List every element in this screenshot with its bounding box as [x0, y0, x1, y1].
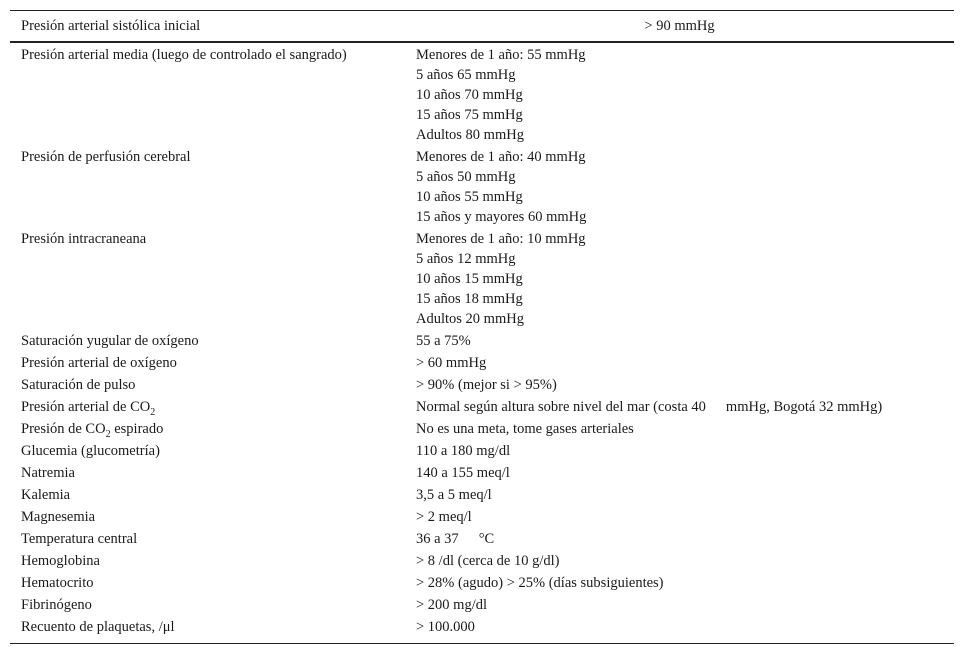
- table-row: [10, 463, 954, 485]
- row-param: Natremia: [21, 465, 75, 481]
- table-header: [10, 11, 954, 43]
- row-value: > 8 /dl (cerca de 10 g/dl): [416, 553, 560, 569]
- row-value: 5 años 65 mmHg: [416, 67, 516, 83]
- table-row: [10, 353, 954, 375]
- row-param: Hemoglobina: [21, 553, 100, 569]
- row-param: Kalemia: [21, 487, 71, 503]
- row-value: 3,5 a 5 meq/l: [416, 487, 492, 503]
- row-value: 15 años 75 mmHg: [416, 107, 523, 123]
- value-text: 36 a 37: [416, 531, 459, 547]
- row-param: Hematocrito: [21, 575, 94, 591]
- table-row: [10, 595, 954, 617]
- header-param: Presión arterial sistólica inicial: [10, 11, 405, 43]
- table-row: [10, 441, 954, 463]
- row-value: Menores de 1 año: 40 mmHg: [416, 149, 586, 165]
- row-value: > 100.000: [416, 619, 475, 635]
- row-value: > 90% (mejor si > 95%): [416, 377, 557, 393]
- row-value: Adultos 20 mmHg: [416, 311, 524, 327]
- row-param: Presión intracraneana: [21, 231, 147, 247]
- header-value: > 90 mmHg: [405, 11, 954, 43]
- table-row: [10, 529, 954, 551]
- row-value: > 60 mmHg: [416, 355, 487, 371]
- row-param: Magnesemia: [21, 509, 96, 525]
- table-row: [10, 485, 954, 507]
- row-param: Recuento de plaquetas, /μl: [21, 619, 175, 635]
- row-param: Saturación yugular de oxígeno: [21, 333, 199, 349]
- table-row: [10, 147, 954, 229]
- row-value: > 2 meq/l: [416, 509, 472, 525]
- row-value: Menores de 1 año: 10 mmHg: [416, 231, 586, 247]
- row-param: Fibrinógeno: [21, 597, 92, 613]
- table-row: [10, 617, 954, 644]
- row-value: 5 años 50 mmHg: [416, 169, 516, 185]
- row-value: > 200 mg/dl: [416, 597, 488, 613]
- table-row: [10, 331, 954, 353]
- table-row: [10, 507, 954, 529]
- row-values: [405, 42, 954, 147]
- row-value: No es una meta, tome gases arteriales: [416, 421, 634, 437]
- value-text-post: °C: [478, 531, 495, 547]
- row-value: 55 a 75%: [416, 333, 471, 349]
- table-row: [10, 42, 954, 147]
- row-param: Presión arterial media (luego de controlado el sangrado): [21, 47, 347, 63]
- row-value: Menores de 1 año: 55 mmHg: [416, 47, 586, 63]
- row-value: 10 años 55 mmHg: [416, 189, 523, 205]
- row-value: 10 años 70 mmHg: [416, 87, 523, 103]
- row-param: Presión arterial de oxígeno: [21, 355, 177, 371]
- row-value: 5 años 12 mmHg: [416, 251, 516, 267]
- row-param: Temperatura central: [21, 531, 138, 547]
- row-value: 110 a 180 mg/dl: [416, 443, 511, 459]
- row-value: 140 a 155 meq/l: [416, 465, 510, 481]
- table-row: [10, 375, 954, 397]
- table-row: [10, 419, 954, 441]
- row-param: Saturación de pulso: [21, 377, 136, 393]
- table-body: [10, 42, 954, 644]
- header-row: [10, 11, 954, 43]
- row-param: Presión de perfusión cerebral: [21, 149, 191, 165]
- subscript-2: 2: [150, 407, 156, 418]
- row-values: [405, 229, 954, 331]
- row-values: [405, 147, 954, 229]
- targets-table: [10, 10, 954, 644]
- value-text: Normal según altura sobre nivel del mar (costa 40: [416, 399, 706, 415]
- value-text-post: mmHg, Bogotá 32 mmHg): [725, 399, 883, 415]
- row-value: > 28% (agudo) > 25% (días subsiguientes): [416, 575, 664, 591]
- row-value: Adultos 80 mmHg: [416, 127, 524, 143]
- row-param: [10, 397, 405, 419]
- row-param: [10, 419, 405, 441]
- row-value: 10 años 15 mmHg: [416, 271, 523, 287]
- row-value: 15 años y mayores 60 mmHg: [416, 209, 587, 225]
- row-value: [405, 397, 954, 419]
- param-text: Presión de CO: [21, 421, 106, 437]
- param-text: Presión arterial de CO: [21, 399, 151, 415]
- subscript-2: 2: [105, 429, 111, 440]
- table-row: [10, 573, 954, 595]
- row-value: 15 años 18 mmHg: [416, 291, 523, 307]
- row-value: [405, 529, 954, 551]
- row-param: Glucemia (glucometría): [21, 443, 160, 459]
- table-row: [10, 551, 954, 573]
- table-row: [10, 397, 954, 419]
- param-text-post: espirado: [110, 421, 164, 437]
- table-row: [10, 229, 954, 331]
